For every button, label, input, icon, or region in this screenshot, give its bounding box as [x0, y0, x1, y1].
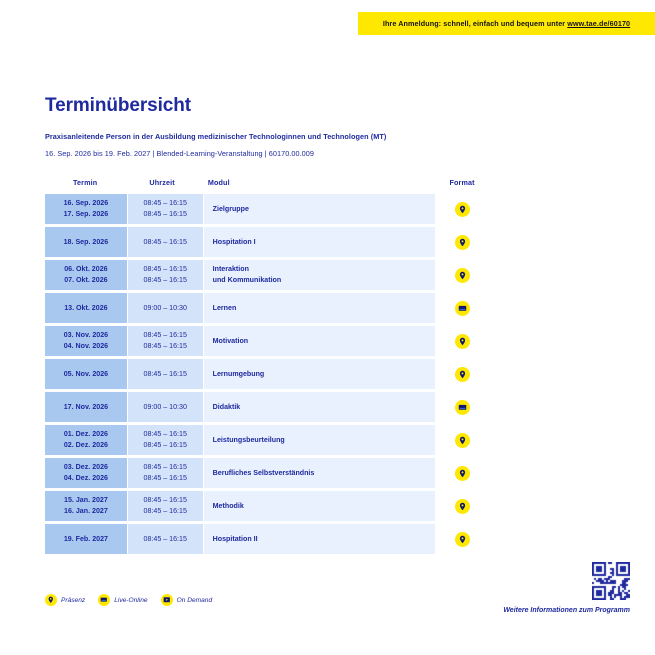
time-value: 09:00 – 10:30: [143, 303, 187, 312]
cell-modul: [204, 194, 435, 224]
cell-termin: [45, 227, 127, 257]
time-value: 08:45 – 16:15: [143, 463, 187, 471]
time-value: 08:45 – 16:15: [143, 331, 187, 339]
date-value: 04. Dez. 2026: [63, 474, 108, 482]
cell-termin: [45, 260, 127, 290]
map-pin-icon: [455, 466, 470, 481]
on-demand-icon: [161, 594, 173, 606]
module-name: Leistungsbeurteilung: [212, 435, 285, 444]
cell-uhrzeit: [128, 227, 203, 257]
time-value: 08:45 – 16:15: [143, 369, 187, 378]
module-name: Lernumgebung: [212, 369, 265, 378]
monitor-icon: [455, 301, 470, 316]
program-info-block[interactable]: [503, 562, 630, 614]
time-value: 08:45 – 16:15: [143, 534, 187, 543]
time-value: 08:45 – 16:15: [143, 441, 187, 449]
cell-format: [436, 392, 489, 422]
cell-termin: [45, 293, 127, 323]
cell-format: [436, 458, 489, 488]
cell-modul: [204, 458, 435, 488]
legend-item: [98, 594, 147, 606]
cell-uhrzeit: [128, 458, 203, 488]
cell-modul: [204, 359, 435, 389]
module-name: Lernen: [212, 303, 237, 312]
monitor-icon: [455, 400, 470, 415]
module-name: Hospitation I: [212, 237, 256, 246]
date-value: 17. Nov. 2026: [63, 402, 109, 411]
table-row: [45, 293, 489, 323]
column-header-termin: Termin: [73, 178, 98, 187]
cell-modul: [204, 392, 435, 422]
column-header-modul: Modul: [207, 178, 230, 187]
map-pin-icon: [455, 433, 470, 448]
cell-format: [436, 227, 489, 257]
map-pin-icon: [455, 499, 470, 514]
module-name: und Kommunikation: [212, 276, 282, 284]
table-row: [45, 458, 489, 488]
time-value: 08:45 – 16:15: [143, 210, 187, 218]
time-value: 08:45 – 16:15: [143, 342, 187, 350]
date-value: 06. Okt. 2026: [64, 265, 108, 273]
schedule-table: [45, 178, 489, 557]
date-value: 18. Sep. 2026: [63, 237, 109, 246]
cell-format: [436, 326, 489, 356]
module-name: Berufliches Selbstverständnis: [212, 468, 315, 477]
time-value: 08:45 – 16:15: [143, 474, 187, 482]
module-name: Zielgruppe: [212, 204, 249, 213]
cell-termin: [45, 458, 127, 488]
date-value: 03. Nov. 2026: [63, 331, 109, 339]
date-value: 15. Jan. 2027: [64, 496, 108, 504]
table-row: [45, 392, 489, 422]
cell-termin: [45, 359, 127, 389]
qr-code-icon[interactable]: [592, 562, 630, 600]
time-value: 08:45 – 16:15: [143, 496, 187, 504]
cell-modul: [204, 227, 435, 257]
cell-format: [436, 425, 489, 455]
table-row: [45, 425, 489, 455]
cell-modul: [204, 425, 435, 455]
date-value: 13. Okt. 2026: [64, 303, 108, 312]
table-row: [45, 260, 489, 290]
banner-text: [383, 19, 630, 28]
cell-termin: [45, 491, 127, 521]
time-value: 09:00 – 10:30: [143, 402, 187, 411]
table-row: [45, 227, 489, 257]
time-value: 08:45 – 16:15: [143, 507, 187, 515]
date-value: 01. Dez. 2026: [63, 430, 108, 438]
date-value: 07. Okt. 2026: [64, 276, 108, 284]
cell-uhrzeit: [128, 491, 203, 521]
map-pin-icon: [455, 268, 470, 283]
cell-modul: [204, 524, 435, 554]
monitor-icon: [98, 594, 110, 606]
time-value: 08:45 – 16:15: [143, 430, 187, 438]
map-pin-icon: [455, 334, 470, 349]
time-value: 08:45 – 16:15: [143, 265, 187, 273]
cell-termin: [45, 326, 127, 356]
date-value: 03. Dez. 2026: [63, 463, 108, 471]
registration-banner: [358, 12, 655, 35]
legend-label: On Demand: [176, 596, 213, 604]
cell-format: [436, 260, 489, 290]
cell-modul: [204, 293, 435, 323]
module-name: Methodik: [212, 501, 244, 510]
page-title: Terminübersicht: [45, 95, 191, 116]
module-name: Motivation: [212, 336, 249, 345]
banner-text-prefix: Ihre Anmeldung: schnell, einfach und bequem unter: [382, 19, 568, 28]
cell-format: [436, 491, 489, 521]
cell-format: [436, 194, 489, 224]
date-value: 16. Jan. 2027: [64, 507, 108, 515]
cell-uhrzeit: [128, 260, 203, 290]
time-value: 08:45 – 16:15: [143, 199, 187, 207]
date-value: 17. Sep. 2026: [63, 210, 109, 218]
map-pin-icon: [455, 367, 470, 382]
module-name: Hospitation II: [212, 534, 258, 543]
time-value: 08:45 – 16:15: [143, 276, 187, 284]
cell-modul: [204, 260, 435, 290]
legend-label: Live-Online: [114, 596, 148, 604]
map-pin-icon: [455, 235, 470, 250]
cell-uhrzeit: [128, 392, 203, 422]
date-value: 02. Dez. 2026: [63, 441, 108, 449]
date-value: 05. Nov. 2026: [63, 369, 109, 378]
cell-termin: [45, 425, 127, 455]
module-name: Didaktik: [212, 402, 241, 411]
table-header-row: [45, 178, 489, 194]
cell-termin: [45, 524, 127, 554]
table-row: [45, 524, 489, 554]
table-row: [45, 491, 489, 521]
format-legend: [45, 594, 212, 606]
legend-label: Präsenz: [61, 596, 86, 604]
map-pin-icon: [455, 532, 470, 547]
registration-link[interactable]: www.tae.de/60170: [567, 19, 631, 28]
legend-item: [161, 594, 213, 606]
qr-caption: Weitere Informationen zum Programm: [503, 607, 630, 614]
date-value: 19. Feb. 2027: [63, 534, 108, 543]
cell-uhrzeit: [128, 359, 203, 389]
module-name: Interaktion: [212, 265, 249, 273]
table-row: [45, 194, 489, 224]
map-pin-icon: [455, 202, 470, 217]
cell-modul: [204, 491, 435, 521]
table-row: [45, 359, 489, 389]
map-pin-icon: [45, 594, 57, 606]
column-header-format: Format: [449, 178, 475, 187]
time-value: 08:45 – 16:15: [143, 237, 187, 246]
legend-item: [45, 594, 85, 606]
date-value: 04. Nov. 2026: [63, 342, 109, 350]
cell-uhrzeit: [128, 524, 203, 554]
cell-format: [436, 359, 489, 389]
column-header-uhrzeit: Uhrzeit: [149, 178, 175, 187]
cell-uhrzeit: [128, 425, 203, 455]
course-meta: 16. Sep. 2026 bis 19. Feb. 2027 | Blended-Learning-Veranstaltung | 60170.00.009: [45, 149, 315, 158]
table-row: [45, 326, 489, 356]
cell-termin: [45, 194, 127, 224]
cell-modul: [204, 326, 435, 356]
cell-termin: [45, 392, 127, 422]
cell-uhrzeit: [128, 194, 203, 224]
date-value: 16. Sep. 2026: [63, 199, 109, 207]
cell-uhrzeit: [128, 293, 203, 323]
course-name: Praxisanleitende Person in der Ausbildung medizinischer Technologinnen und Technologen (MT): [45, 132, 387, 141]
table-body: [45, 194, 489, 554]
cell-uhrzeit: [128, 326, 203, 356]
cell-format: [436, 524, 489, 554]
cell-format: [436, 293, 489, 323]
